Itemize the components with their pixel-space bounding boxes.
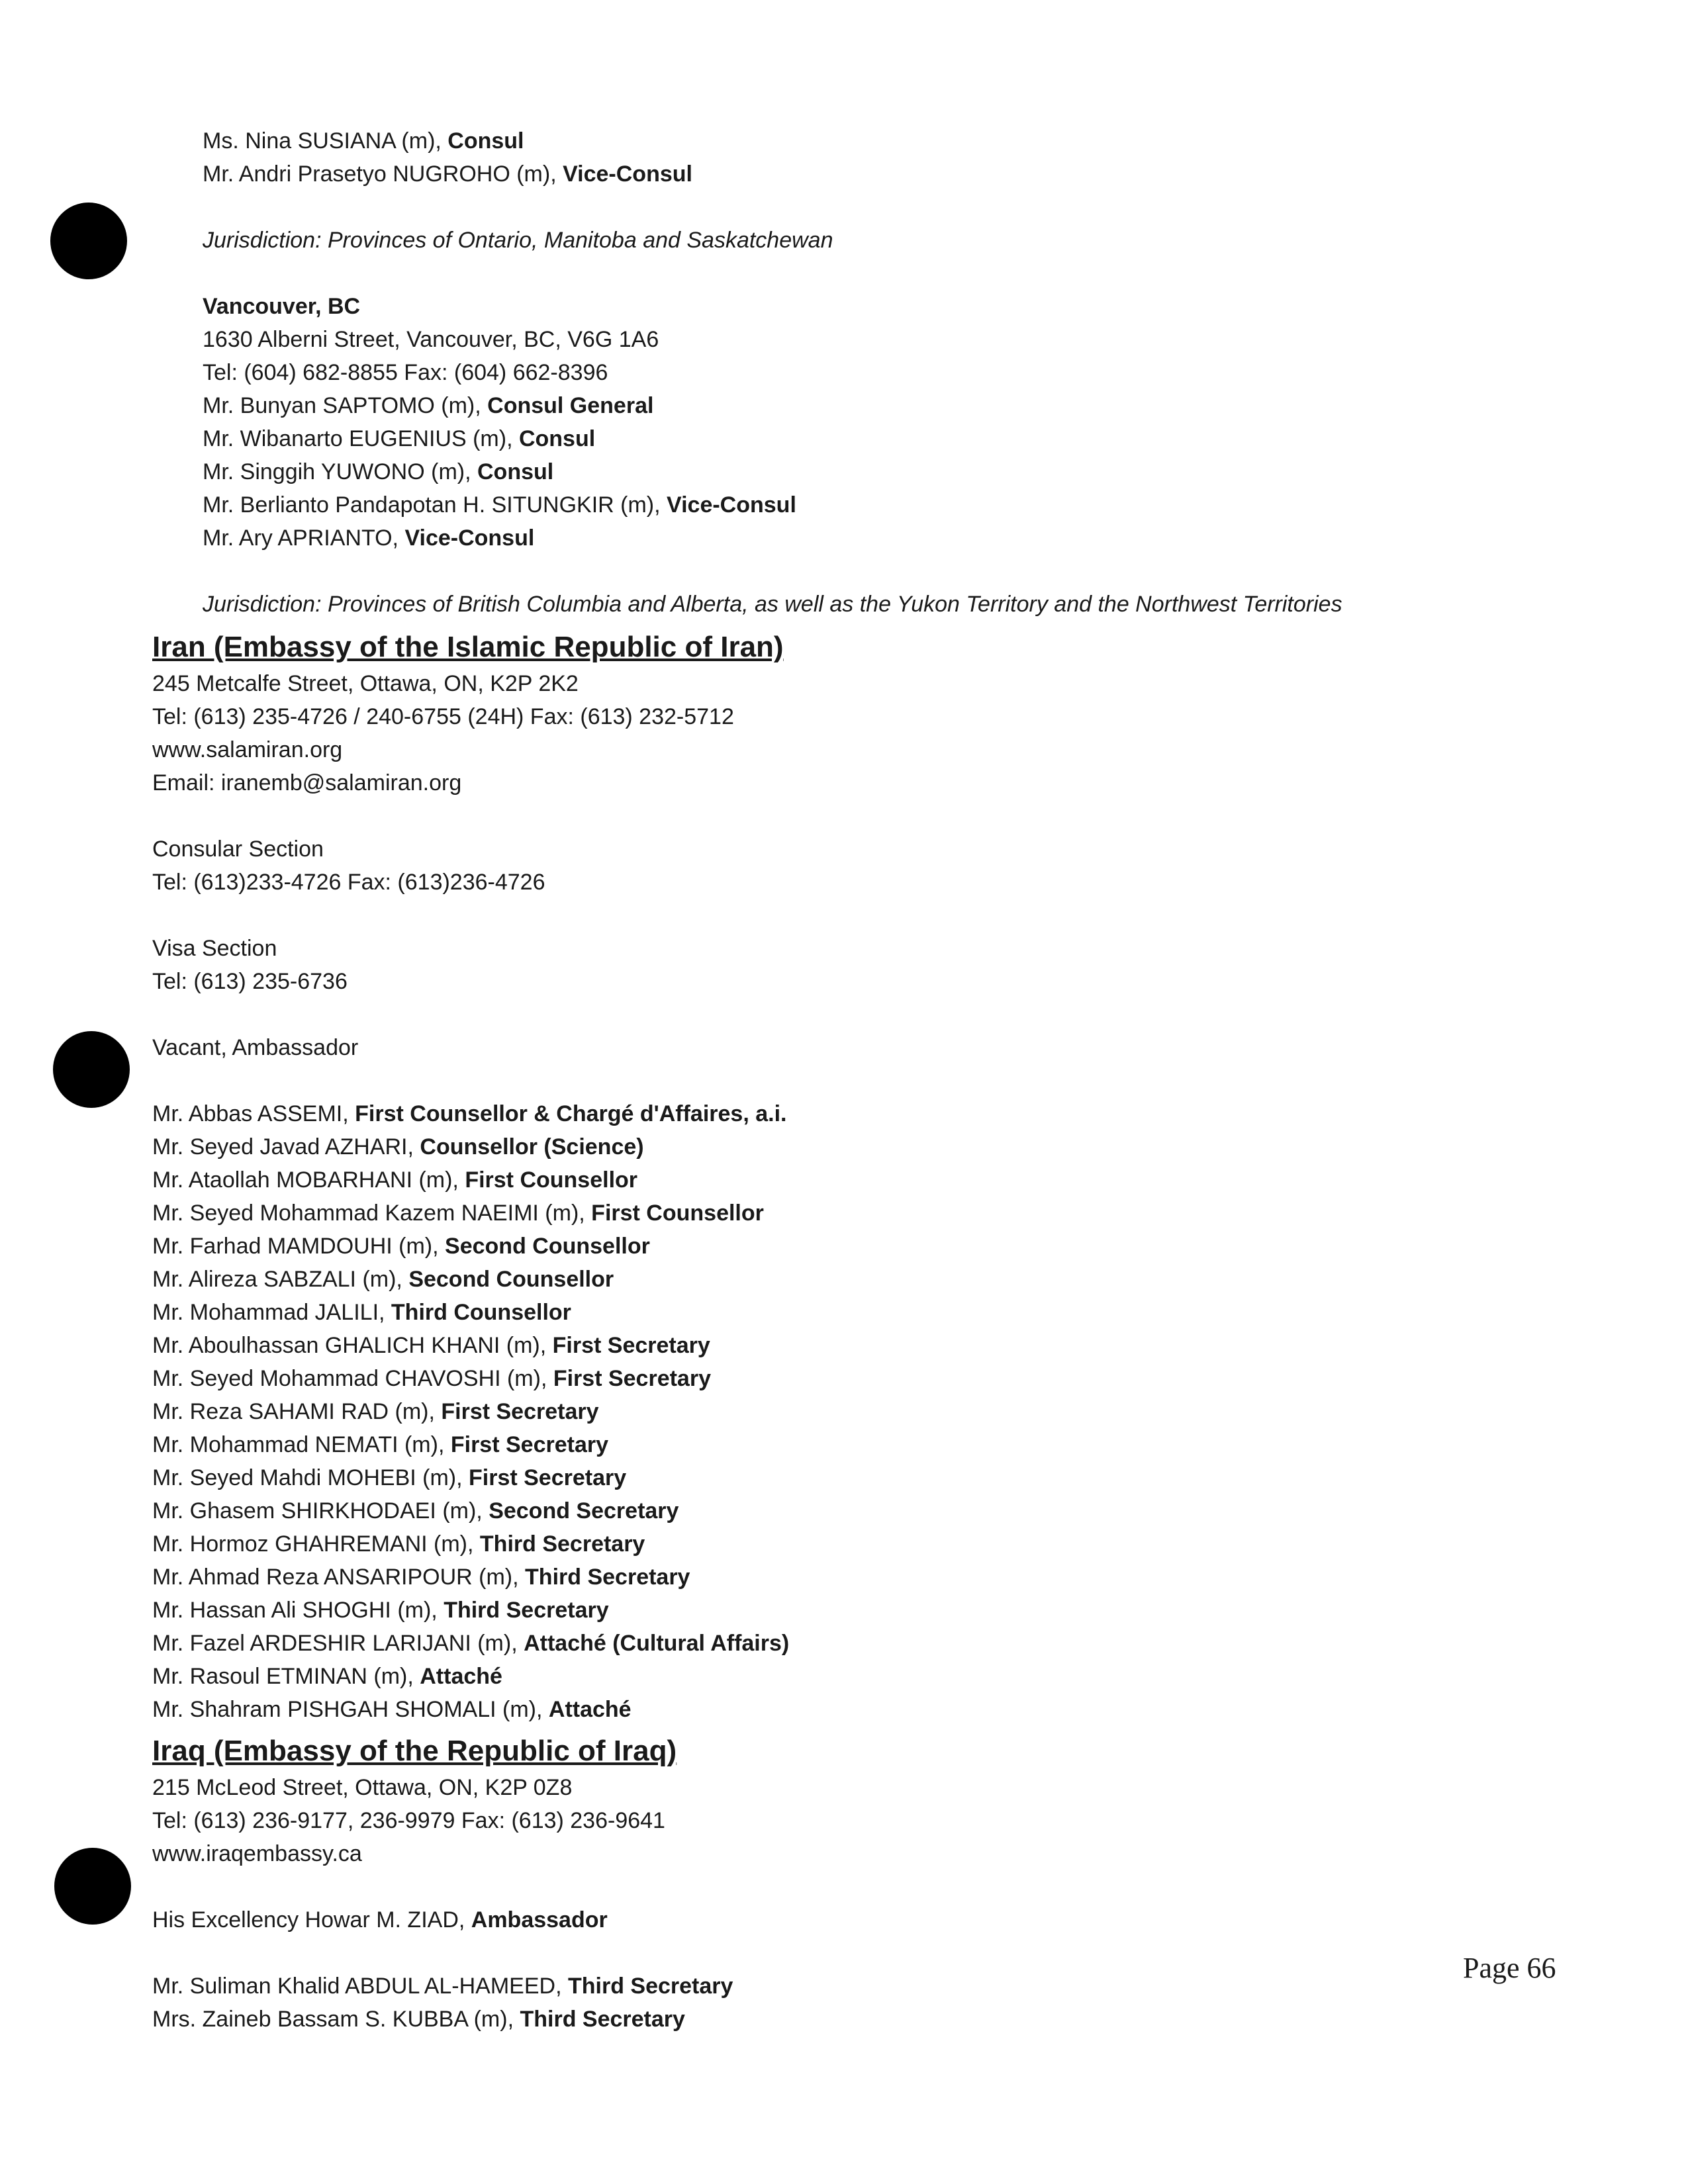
staff-entry: Mr. Ataollah MOBARHANI (m), First Counsellor — [152, 1167, 638, 1193]
staff-entry: Mr. Seyed Mohammad Kazem NAEIMI (m), First Counsellor — [152, 1201, 764, 1226]
staff-entry: Mr. Bunyan SAPTOMO (m), Consul General — [203, 393, 654, 418]
staff-entry: Mr. Aboulhassan GHALICH KHANI (m), First Secretary — [152, 1333, 710, 1358]
staff-entry: Mr. Rasoul ETMINAN (m), Attaché — [152, 1664, 502, 1689]
iraq-section — [0, 1731, 1523, 2036]
staff-entry: Mr. Singgih YUWONO (m), Consul — [203, 459, 554, 484]
staff-entry: Mr. Hormoz GHAHREMANI (m), Third Secretary — [152, 1531, 645, 1557]
indonesia-consulates-section — [0, 124, 1523, 621]
section-label: Consular Section — [152, 837, 324, 862]
phone: Tel: (613)233-4726 Fax: (613)236-4726 — [152, 870, 545, 895]
staff-entry: Mr. Suliman Khalid ABDUL AL-HAMEED, Third Secretary — [152, 1974, 733, 1999]
staff-entry: Mr. Wibanarto EUGENIUS (m), Consul — [203, 426, 596, 451]
ambassador-entry: Vacant, Ambassador — [152, 1035, 359, 1060]
page-number: Page 66 — [1463, 1952, 1556, 1984]
staff-entry: Mr. Abbas ASSEMI, First Counsellor & Chargé d'Affaires, a.i. — [152, 1101, 787, 1126]
section-label: Visa Section — [152, 936, 277, 961]
iran-section — [0, 627, 1523, 1726]
email-link[interactable]: Email: iranemb@salamiran.org — [152, 770, 462, 796]
phone: Tel: (604) 682-8855 Fax: (604) 662-8396 — [203, 360, 608, 385]
staff-entry: Mr. Mohammad NEMATI (m), First Secretary — [152, 1432, 608, 1457]
address: 1630 Alberni Street, Vancouver, BC, V6G 1A6 — [203, 327, 659, 352]
phone: Tel: (613) 236-9177, 236-9979 Fax: (613) 236-9641 — [152, 1808, 665, 1833]
website-link[interactable]: www.iraqembassy.ca — [152, 1841, 362, 1866]
country-heading: Iran (Embassy of the Islamic Republic of Iran) — [152, 631, 784, 663]
jurisdiction-note: Jurisdiction: Provinces of British Columbia and Alberta, as well as the Yukon Territory and the Northwest Territories — [203, 592, 1342, 617]
ambassador-entry: His Excellency Howar M. ZIAD, Ambassador — [152, 1907, 608, 1933]
website-link[interactable]: www.salamiran.org — [152, 737, 343, 762]
phone: Tel: (613) 235-6736 — [152, 969, 348, 994]
staff-entry: Mr. Farhad MAMDOUHI (m), Second Counsellor — [152, 1234, 650, 1259]
address: 245 Metcalfe Street, Ottawa, ON, K2P 2K2 — [152, 671, 579, 696]
staff-entry: Mr. Ahmad Reza ANSARIPOUR (m), Third Secretary — [152, 1565, 690, 1590]
staff-entry: Mr. Ghasem SHIRKHODAEI (m), Second Secretary — [152, 1498, 679, 1524]
staff-entry: Mr. Shahram PISHGAH SHOMALI (m), Attaché — [152, 1697, 632, 1722]
staff-entry: Mr. Seyed Mohammad CHAVOSHI (m), First Secretary — [152, 1366, 711, 1391]
country-heading: Iraq (Embassy of the Republic of Iraq) — [152, 1735, 677, 1767]
staff-entry: Mr. Seyed Mahdi MOHEBI (m), First Secretary — [152, 1465, 627, 1490]
phone: Tel: (613) 235-4726 / 240-6755 (24H) Fax: (613) 232-5712 — [152, 704, 734, 729]
staff-entry: Mr. Hassan Ali SHOGHI (m), Third Secretary — [152, 1598, 609, 1623]
consulate-heading: Vancouver, BC — [203, 294, 361, 319]
staff-entry: Mrs. Zaineb Bassam S. KUBBA (m), Third Secretary — [152, 2007, 685, 2032]
jurisdiction-note: Jurisdiction: Provinces of Ontario, Manitoba and Saskatchewan — [203, 228, 833, 253]
staff-entry: Mr. Alireza SABZALI (m), Second Counsellor — [152, 1267, 614, 1292]
staff-entry: Mr. Reza SAHAMI RAD (m), First Secretary — [152, 1399, 599, 1424]
staff-entry: Mr. Mohammad JALILI, Third Counsellor — [152, 1300, 571, 1325]
staff-entry: Ms. Nina SUSIANA (m), Consul — [203, 128, 524, 154]
address: 215 McLeod Street, Ottawa, ON, K2P 0Z8 — [152, 1775, 573, 1800]
staff-entry: Mr. Andri Prasetyo NUGROHO (m), Vice-Consul — [203, 161, 692, 187]
staff-entry: Mr. Seyed Javad AZHARI, Counsellor (Science) — [152, 1134, 644, 1160]
staff-entry: Mr. Fazel ARDESHIR LARIJANI (m), Attaché (Cultural Affairs) — [152, 1631, 790, 1656]
staff-entry: Mr. Ary APRIANTO, Vice-Consul — [203, 525, 535, 551]
staff-entry: Mr. Berlianto Pandapotan H. SITUNGKIR (m), Vice-Consul — [203, 492, 796, 518]
